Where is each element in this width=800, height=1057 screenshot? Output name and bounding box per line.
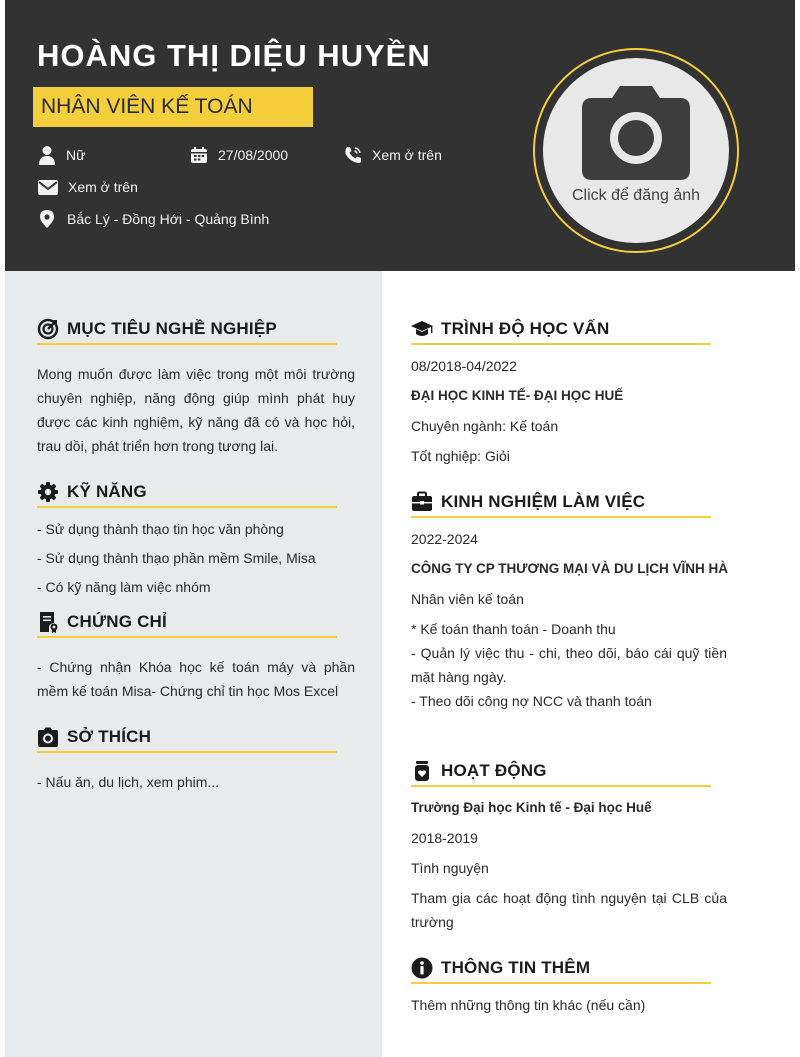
objective-text[interactable]: Mong muốn được làm việc trong một môi trường chuyên nghiệp, năng động giúp mình phát huy được các kinh nghiệm, kỹ năng đã có và học hỏi, trau dồi, phát triển hơn trong tương lai. bbox=[37, 366, 355, 454]
experience-duty[interactable]: * Kế toán thanh toán - Doanh thu bbox=[411, 621, 616, 637]
skills-heading[interactable] bbox=[37, 479, 147, 505]
job-title: NHÂN VIÊN KẾ TOÁN bbox=[41, 95, 253, 118]
gender-value: Nữ bbox=[66, 147, 86, 163]
education-heading[interactable] bbox=[411, 316, 609, 342]
experience-company[interactable]: CÔNG TY CP THƯƠNG MẠI VÀ DU LỊCH VĨNH HÀ bbox=[411, 561, 728, 576]
section-divider bbox=[411, 516, 711, 518]
gender-field[interactable] bbox=[37, 145, 85, 165]
education-grade[interactable]: Tốt nghiệp: Giỏi bbox=[411, 448, 510, 464]
cv-page bbox=[5, 0, 795, 1057]
experience-duty[interactable]: - Theo dõi công nợ NCC và thanh toán bbox=[411, 693, 652, 709]
extra-info-title: THÔNG TIN THÊM bbox=[441, 958, 591, 977]
birthday-value: 27/08/2000 bbox=[218, 147, 289, 163]
education-major[interactable]: Chuyên ngành: Kế toán bbox=[411, 418, 559, 434]
skill-item[interactable]: - Sử dụng thành thạo phần mềm Smile, Misa bbox=[37, 550, 316, 566]
target-icon bbox=[37, 318, 59, 340]
certificates-title: CHỨNG CHỈ bbox=[67, 612, 167, 631]
volunteer-jar-icon bbox=[411, 760, 433, 782]
section-divider bbox=[411, 785, 711, 787]
briefcase-icon bbox=[411, 491, 433, 513]
section-divider bbox=[37, 343, 337, 345]
info-icon bbox=[411, 957, 433, 979]
phone-field[interactable] bbox=[343, 145, 442, 165]
section-divider bbox=[37, 636, 337, 638]
activities-org[interactable]: Trường Đại học Kinh tế - Đại học Huế bbox=[411, 800, 652, 815]
email-field[interactable] bbox=[37, 177, 138, 197]
envelope-icon bbox=[37, 177, 59, 197]
phone-value: Xem ở trên bbox=[372, 147, 442, 163]
experience-position[interactable]: Nhân viên kế toán bbox=[411, 591, 524, 607]
candidate-name[interactable]: HOÀNG THỊ DIỆU HUYỀN bbox=[37, 38, 431, 73]
experience-heading[interactable] bbox=[411, 489, 645, 515]
activities-heading[interactable] bbox=[411, 758, 547, 784]
education-title: TRÌNH ĐỘ HỌC VẤN bbox=[441, 319, 610, 338]
address-value: Bắc Lý - Đồng Hới - Quảng Bình bbox=[67, 211, 270, 227]
experience-period[interactable]: 2022-2024 bbox=[411, 531, 478, 547]
skill-item[interactable]: - Có kỹ năng làm việc nhóm bbox=[37, 579, 211, 595]
camera-icon bbox=[580, 84, 692, 182]
extra-info-heading[interactable] bbox=[411, 955, 590, 981]
email-value: Xem ở trên bbox=[68, 179, 138, 195]
section-divider bbox=[37, 751, 337, 753]
extra-info-text[interactable]: Thêm những thông tin khác (nếu cần) bbox=[411, 997, 646, 1013]
camera-small-icon bbox=[37, 726, 59, 748]
graduation-cap-icon bbox=[411, 318, 433, 340]
hobbies-title: SỞ THÍCH bbox=[67, 727, 152, 746]
activities-period[interactable]: 2018-2019 bbox=[411, 830, 478, 846]
section-divider bbox=[37, 506, 337, 508]
gear-icon bbox=[37, 481, 59, 503]
objective-title: MỤC TIÊU NGHỀ NGHIỆP bbox=[67, 319, 277, 338]
address-field[interactable] bbox=[37, 209, 269, 229]
person-icon bbox=[37, 145, 57, 165]
job-title-box[interactable] bbox=[33, 87, 313, 127]
certificates-heading[interactable] bbox=[37, 609, 167, 635]
education-school[interactable]: ĐẠI HỌC KINH TẾ- ĐẠI HỌC HUẾ bbox=[411, 388, 624, 403]
skill-item[interactable]: - Sử dụng thành thạo tin học văn phòng bbox=[37, 521, 284, 537]
calendar-icon bbox=[189, 145, 209, 165]
section-divider bbox=[411, 343, 711, 345]
location-pin-icon bbox=[37, 209, 57, 229]
activities-title: HOẠT ĐỘNG bbox=[441, 761, 547, 780]
experience-duty[interactable]: - Quản lý việc thu - chi, theo dõi, báo cái quỹ tiền mặt hàng ngày. bbox=[411, 645, 727, 685]
avatar-upload-label[interactable]: Click để đăng ảnh bbox=[571, 187, 701, 204]
section-divider bbox=[411, 982, 711, 984]
birthday-field[interactable] bbox=[189, 145, 288, 165]
education-period[interactable]: 08/2018-04/2022 bbox=[411, 358, 517, 374]
phone-icon bbox=[343, 145, 363, 165]
activities-role[interactable]: Tình nguyện bbox=[411, 860, 489, 876]
experience-title: KINH NGHIỆM LÀM VIỆC bbox=[441, 492, 646, 511]
skills-title: KỸ NĂNG bbox=[67, 482, 147, 501]
certificates-text[interactable]: - Chứng nhận Khóa học kế toán máy và phần mềm kế toán Misa- Chứng chỉ tin học Mos Excel bbox=[37, 659, 355, 699]
activities-text[interactable]: Tham gia các hoạt động tình nguyện tại CLB của trường bbox=[411, 890, 727, 930]
hobbies-heading[interactable] bbox=[37, 724, 151, 750]
hobbies-text[interactable]: - Nấu ăn, du lịch, xem phim... bbox=[37, 774, 220, 790]
objective-heading[interactable] bbox=[37, 316, 277, 342]
certificate-icon bbox=[37, 611, 59, 633]
